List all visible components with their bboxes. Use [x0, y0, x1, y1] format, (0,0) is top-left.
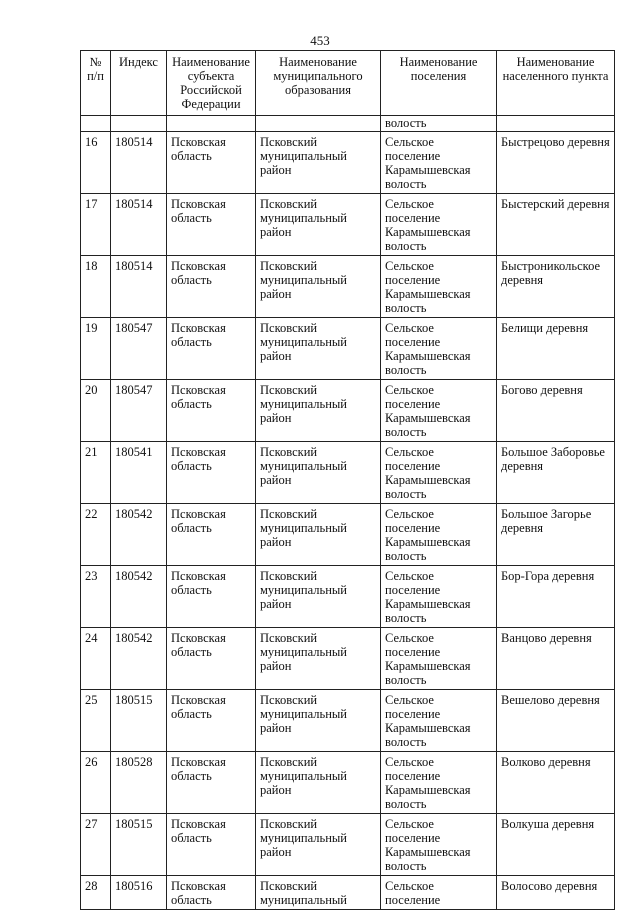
cell-number: 17	[81, 194, 111, 256]
cell-number: 25	[81, 690, 111, 752]
table-row	[81, 628, 615, 690]
cell-locality: Быстрецово деревня	[497, 132, 615, 194]
cell-index: 180541	[111, 442, 167, 504]
cell-subject: Псковская область	[167, 814, 256, 876]
cell-number: 21	[81, 442, 111, 504]
cell-municipality: Псковский муниципальный район	[256, 256, 381, 318]
cell-index: 180528	[111, 752, 167, 814]
cell-settlement: Сельское поселение	[381, 876, 497, 910]
table-row	[81, 132, 615, 194]
table-row	[81, 690, 615, 752]
cell-settlement: Сельское поселение Карамышевская волость	[381, 318, 497, 380]
continuation-row	[81, 116, 615, 132]
cell-subject: Псковская область	[167, 256, 256, 318]
cell-municipality: Псковский муниципальный район	[256, 566, 381, 628]
cell-municipality: Псковский муниципальный район	[256, 318, 381, 380]
cell-municipality: Псковский муниципальный	[256, 876, 381, 910]
cell-locality: Вешелово деревня	[497, 690, 615, 752]
col-header-settlement: Наименование поселения	[381, 51, 497, 116]
table-row	[81, 194, 615, 256]
cell-locality: Богово деревня	[497, 380, 615, 442]
cell-municipality: Псковский муниципальный район	[256, 628, 381, 690]
cell-settlement: Сельское поселение Карамышевская волость	[381, 380, 497, 442]
cell-subject: Псковская область	[167, 876, 256, 910]
cell-index: 180547	[111, 380, 167, 442]
cell-number: 20	[81, 380, 111, 442]
table-row	[81, 256, 615, 318]
localities-table	[80, 50, 615, 910]
table-row	[81, 814, 615, 876]
col-header-municipality: Наименование муниципального образования	[256, 51, 381, 116]
cell-locality: Волкуша деревня	[497, 814, 615, 876]
cell-index: 180547	[111, 318, 167, 380]
cell-index: 180514	[111, 256, 167, 318]
cell-locality: Ванцово деревня	[497, 628, 615, 690]
cell-subject: Псковская область	[167, 380, 256, 442]
cell-index: 180515	[111, 814, 167, 876]
cell-settlement: Сельское поселение Карамышевская волость	[381, 256, 497, 318]
cell-locality: Большое Загорье деревня	[497, 504, 615, 566]
cell-municipality: Псковский муниципальный район	[256, 814, 381, 876]
cell-locality: Быстроникольское деревня	[497, 256, 615, 318]
cell-number: 24	[81, 628, 111, 690]
table-row	[81, 442, 615, 504]
col-header-index: Индекс	[111, 51, 167, 116]
cell-locality: Волосово деревня	[497, 876, 615, 910]
cell-number: 28	[81, 876, 111, 910]
col-header-subject: Наименование субъекта Российской Федерации	[167, 51, 256, 116]
cell-settlement: Сельское поселение Карамышевская волость	[381, 628, 497, 690]
cell-subject: Псковская область	[167, 194, 256, 256]
cell-index: 180514	[111, 132, 167, 194]
cell-locality: Большое Заборовье деревня	[497, 442, 615, 504]
cell-subject: Псковская область	[167, 504, 256, 566]
cell-municipality: Псковский муниципальный район	[256, 194, 381, 256]
cell-municipality: Псковский муниципальный район	[256, 690, 381, 752]
table-row	[81, 380, 615, 442]
cell-number: 23	[81, 566, 111, 628]
cell-settlement: Сельское поселение Карамышевская волость	[381, 752, 497, 814]
cell-municipality: Псковский муниципальный район	[256, 442, 381, 504]
cell-settlement: Сельское поселение Карамышевская волость	[381, 132, 497, 194]
cell-locality: Быстерский деревня	[497, 194, 615, 256]
col-header-number: № п/п	[81, 51, 111, 116]
cell-index: 180516	[111, 876, 167, 910]
cell-settlement: Сельское поселение Карамышевская волость	[381, 566, 497, 628]
cell-number: 22	[81, 504, 111, 566]
cell-locality: Волково деревня	[497, 752, 615, 814]
cell-municipality: Псковский муниципальный район	[256, 380, 381, 442]
cell-index: 180542	[111, 504, 167, 566]
cell-number: 18	[81, 256, 111, 318]
col-header-locality: Наименование населенного пункта	[497, 51, 615, 116]
cell-municipality: Псковский муниципальный район	[256, 132, 381, 194]
cell-index: 180542	[111, 566, 167, 628]
table-row	[81, 876, 615, 910]
cell-municipality: Псковский муниципальный район	[256, 752, 381, 814]
table-row	[81, 752, 615, 814]
cell-number: 19	[81, 318, 111, 380]
cell-municipality: Псковский муниципальный район	[256, 504, 381, 566]
cell-subject: Псковская область	[167, 318, 256, 380]
table-header-row	[81, 51, 615, 116]
cell-settlement: Сельское поселение Карамышевская волость	[381, 504, 497, 566]
continuation-text: волость	[381, 116, 497, 132]
cell-locality: Бор-Гора деревня	[497, 566, 615, 628]
cell-subject: Псковская область	[167, 132, 256, 194]
cell-subject: Псковская область	[167, 566, 256, 628]
cell-subject: Псковская область	[167, 752, 256, 814]
cell-settlement: Сельское поселение Карамышевская волость	[381, 194, 497, 256]
table-row	[81, 504, 615, 566]
cell-settlement: Сельское поселение Карамышевская волость	[381, 690, 497, 752]
cell-index: 180515	[111, 690, 167, 752]
cell-settlement: Сельское поселение Карамышевская волость	[381, 814, 497, 876]
cell-index: 180514	[111, 194, 167, 256]
cell-number: 27	[81, 814, 111, 876]
cell-subject: Псковская область	[167, 690, 256, 752]
cell-subject: Псковская область	[167, 442, 256, 504]
cell-number: 16	[81, 132, 111, 194]
cell-subject: Псковская область	[167, 628, 256, 690]
page-number: 453	[310, 33, 330, 48]
cell-settlement: Сельское поселение Карамышевская волость	[381, 442, 497, 504]
table-row	[81, 318, 615, 380]
cell-index: 180542	[111, 628, 167, 690]
cell-locality: Белищи деревня	[497, 318, 615, 380]
cell-number: 26	[81, 752, 111, 814]
table-row	[81, 566, 615, 628]
